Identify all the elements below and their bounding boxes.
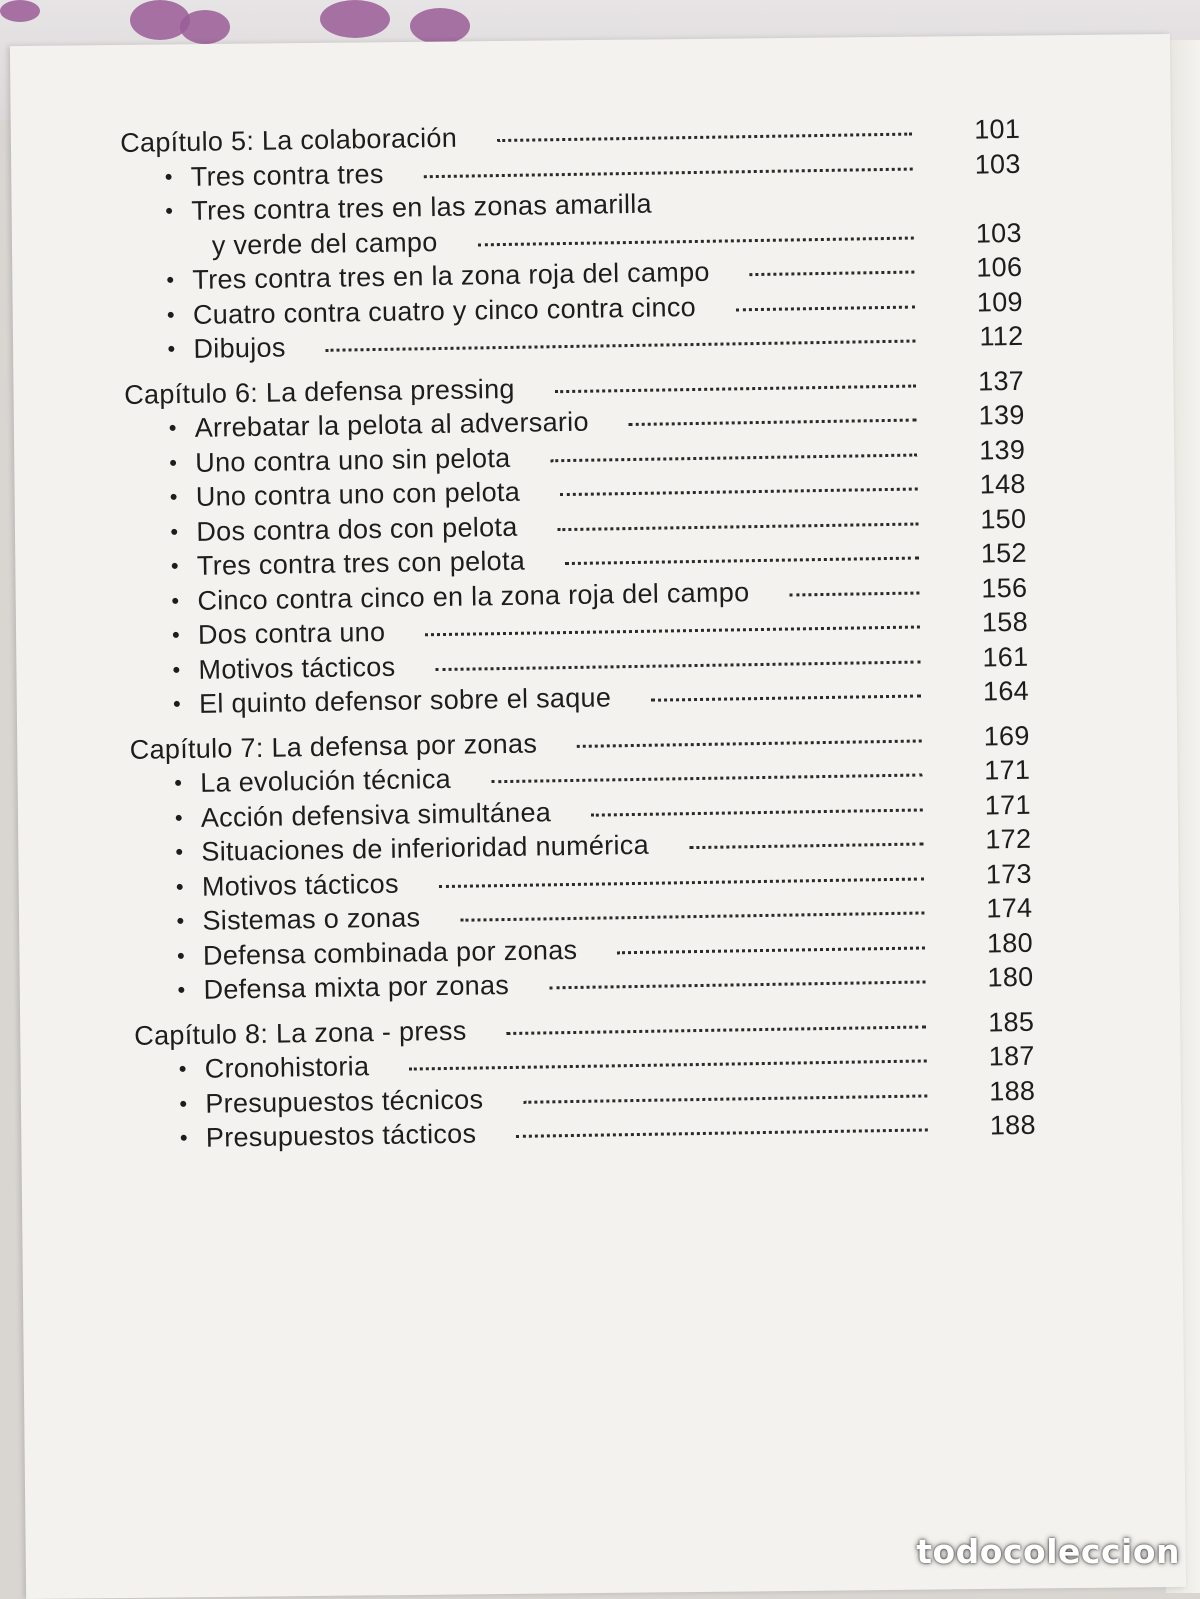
entry-label: Cronohistoria <box>204 1051 370 1084</box>
chapter-section <box>130 720 1034 1010</box>
dot-leader <box>460 907 924 921</box>
bullet-icon: • <box>166 301 176 327</box>
page-number: 137 <box>977 365 1025 397</box>
entry-label: Sistemas o zonas <box>202 902 421 936</box>
flower-pattern <box>410 8 470 44</box>
entry-label: Motivos tácticos <box>201 868 399 902</box>
chapter-title: Capítulo 7: La defensa por zonas <box>129 728 538 765</box>
bullet-icon: • <box>177 977 186 1003</box>
dot-leader <box>565 553 919 566</box>
bullet-icon: • <box>174 770 183 796</box>
chapter-title: Capítulo 5: La colaboración <box>120 122 458 158</box>
page-number: 161 <box>982 641 1029 673</box>
entry-label: Dibujos <box>193 332 286 364</box>
entry-label: Tres contra tres en la zona roja del campo <box>192 256 710 295</box>
entry-label: El quinto defensor sobre el saque <box>198 682 612 719</box>
page-number: 112 <box>979 320 1024 352</box>
page-number: 150 <box>980 503 1027 535</box>
bullet-icon: • <box>165 198 174 224</box>
dot-leader <box>326 336 916 352</box>
dot-leader <box>516 1124 928 1137</box>
chapter-title: Capítulo 6: La defensa pressing <box>123 373 515 410</box>
page-number: 156 <box>981 572 1028 604</box>
entry-label: Arrebatar la pelota al adversario <box>194 406 590 443</box>
dot-leader <box>577 735 922 747</box>
dot-leader <box>478 232 914 246</box>
bullet-icon: • <box>164 163 173 189</box>
entry-label: Defensa mixta por zonas <box>203 969 510 1005</box>
page-number: 172 <box>985 823 1032 855</box>
dot-leader <box>425 621 920 636</box>
bullet-icon: • <box>170 553 180 579</box>
bullet-icon: • <box>172 656 181 682</box>
entry-label: Cinco contra cinco en la zona roja del campo <box>197 576 750 616</box>
spacer <box>652 207 1021 213</box>
entry-label: Situaciones de inferioridad numérica <box>201 829 650 867</box>
dot-leader <box>736 301 915 311</box>
dot-leader <box>549 976 926 989</box>
dot-leader <box>523 1090 927 1103</box>
page-number: 139 <box>978 399 1025 431</box>
entry-label: Acción defensiva simultánea <box>200 796 552 833</box>
bullet-icon: • <box>176 942 186 968</box>
dot-leader <box>435 656 920 671</box>
page-number: 164 <box>982 675 1030 707</box>
entry-label: Defensa combinada por zonas <box>202 934 578 971</box>
page-number: 171 <box>984 754 1031 786</box>
entry-label: Dos contra uno <box>197 616 386 650</box>
page-number: 169 <box>983 720 1030 752</box>
table-of-contents <box>120 114 1036 1169</box>
bullet-icon: • <box>175 839 184 865</box>
dot-leader <box>497 129 912 143</box>
dot-leader <box>439 873 924 888</box>
entry-label: Tres contra tres con pelota <box>196 545 526 581</box>
dot-leader <box>750 267 915 277</box>
page-number: 185 <box>987 1006 1035 1037</box>
dot-leader <box>506 1021 926 1035</box>
entry-label: Tres contra tres en las zonas amarilla <box>191 188 653 226</box>
bullet-icon: • <box>170 518 179 544</box>
dot-leader <box>557 518 918 531</box>
dot-leader <box>651 690 921 701</box>
chapter-title: Capítulo 8: La zona - press <box>134 1015 467 1051</box>
entry-label: Dos contra dos con pelota <box>196 511 518 547</box>
bullet-icon: • <box>171 622 181 648</box>
dot-leader <box>491 769 922 783</box>
chapter-section <box>120 114 1024 370</box>
page-number: 103 <box>974 148 1021 180</box>
flower-pattern <box>0 0 40 22</box>
page-number: 188 <box>989 1075 1036 1106</box>
page-number: 174 <box>986 892 1033 924</box>
page-number: 180 <box>987 961 1034 993</box>
dot-leader <box>789 587 919 596</box>
dot-leader <box>409 1055 927 1070</box>
page-number: 106 <box>976 251 1023 283</box>
entry-label: Cuatro contra cuatro y cinco contra cinco <box>192 291 697 330</box>
entry-label: Uno contra uno sin pelota <box>195 442 511 478</box>
bullet-icon: • <box>168 415 177 441</box>
bullet-icon: • <box>172 691 182 717</box>
dot-leader <box>550 449 917 462</box>
page-number: 158 <box>981 606 1029 638</box>
page-number: 103 <box>975 217 1022 249</box>
page-number: 109 <box>976 286 1024 318</box>
bullet-icon: • <box>179 1125 189 1151</box>
page-number: 180 <box>986 927 1034 958</box>
chapter-section <box>124 365 1029 724</box>
dot-leader <box>424 163 913 178</box>
page-number: 101 <box>973 113 1021 145</box>
page-number: 139 <box>978 434 1026 466</box>
bullet-icon: • <box>179 1090 188 1116</box>
entry-label-continuation: y verde del campo <box>211 226 438 261</box>
chapter-section <box>134 1006 1036 1158</box>
entry-label: Motivos tácticos <box>198 651 396 685</box>
page-number: 188 <box>989 1109 1037 1141</box>
bullet-icon: • <box>167 336 176 362</box>
flower-pattern <box>320 0 390 38</box>
dot-leader <box>617 942 925 954</box>
bullet-icon: • <box>171 587 180 613</box>
bullet-icon: • <box>169 449 178 475</box>
page-number: 187 <box>988 1040 1035 1072</box>
bullet-icon: • <box>174 804 184 830</box>
dot-leader <box>555 380 917 393</box>
entry-label: Uno contra uno con pelota <box>195 476 521 512</box>
watermark: todocoleccion <box>916 1532 1180 1571</box>
entry-label: Presupuestos tácticos <box>205 1118 477 1153</box>
entry-label: Presupuestos técnicos <box>205 1083 484 1119</box>
page-number: 148 <box>979 468 1026 500</box>
dot-leader <box>560 484 918 497</box>
entry-label: Tres contra tres <box>190 158 384 192</box>
bullet-icon: • <box>166 267 175 293</box>
page-number: 152 <box>980 537 1028 569</box>
dot-leader <box>591 804 923 816</box>
page-number: 173 <box>985 858 1033 889</box>
bullet-icon: • <box>175 873 185 899</box>
dot-leader <box>629 415 917 427</box>
bullet-icon: • <box>176 908 185 934</box>
page-number: 171 <box>984 789 1031 820</box>
bullet-icon: • <box>169 484 179 510</box>
flower-pattern <box>180 10 230 44</box>
entry-label: La evolución técnica <box>200 763 452 798</box>
dot-leader <box>689 838 924 849</box>
bullet-icon: • <box>178 1056 187 1082</box>
